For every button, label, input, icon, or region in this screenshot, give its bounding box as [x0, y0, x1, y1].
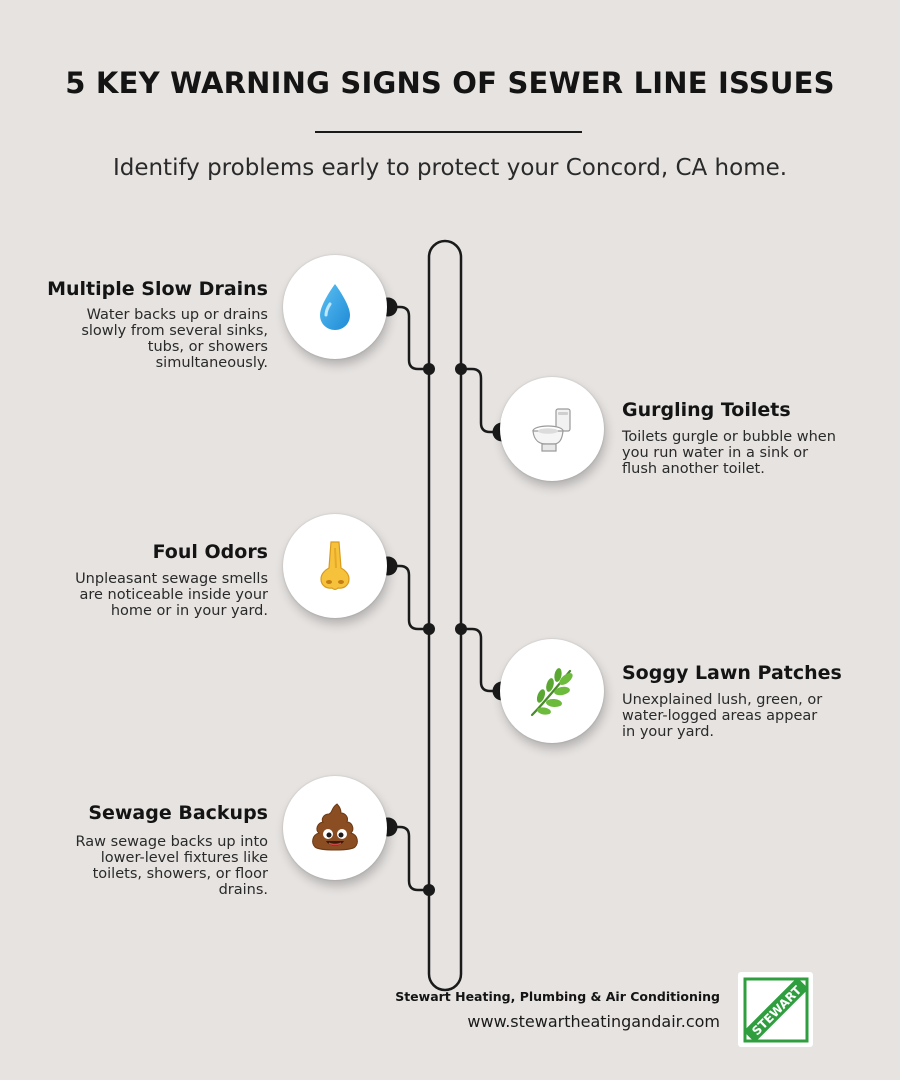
- company-logo: [738, 972, 813, 1047]
- stewart-logo-icon: [742, 976, 810, 1044]
- logo-text: STEWART: [748, 982, 804, 1038]
- page-subtitle: Identify problems early to protect your Concord, CA home.: [112, 155, 788, 181]
- item-description-slow-drains: Water backs up or drains slowly from several sinks, tubs, or showers simultaneously.: [81, 307, 268, 371]
- herb-icon: [524, 663, 580, 719]
- pipe-junction: [455, 363, 467, 375]
- connector-foul-odors: [388, 566, 429, 629]
- connector-gurgling-toilets: [461, 369, 502, 432]
- pipe-junction: [423, 884, 435, 896]
- connector-slow-drains: [388, 307, 429, 369]
- poop-icon: [307, 800, 363, 856]
- item-title-slow-drains: Multiple Slow Drains: [47, 278, 268, 300]
- pipe-junction: [423, 363, 435, 375]
- item-title-gurgling-toilets: Gurgling Toilets: [622, 399, 791, 421]
- title-divider: [315, 131, 582, 133]
- page-title: 5 KEY WARNING SIGNS OF SEWER LINE ISSUES: [65, 66, 835, 100]
- item-title-soggy-lawn: Soggy Lawn Patches: [622, 662, 842, 684]
- item-description-foul-odors: Unpleasant sewage smells are noticeable inside your home or in your yard.: [75, 571, 268, 619]
- connector-sewage-backups: [388, 827, 429, 890]
- pipe-junction: [455, 623, 467, 635]
- footer-company-name: Stewart Heating, Plumbing & Air Conditioning: [395, 989, 720, 1004]
- icon-circle-foul-odors: [283, 514, 387, 618]
- connector-soggy-lawn: [461, 629, 502, 691]
- item-title-foul-odors: Foul Odors: [152, 541, 268, 563]
- pipe-junction: [423, 623, 435, 635]
- item-title-sewage-backups: Sewage Backups: [88, 802, 268, 824]
- main-pipe: [429, 241, 461, 990]
- icon-circle-slow-drains: [283, 255, 387, 359]
- icon-circle-sewage-backups: [283, 776, 387, 880]
- footer-website-link[interactable]: www.stewartheatingandair.com: [467, 1012, 720, 1031]
- water-drop-icon: [307, 279, 363, 335]
- toilet-icon: [524, 401, 580, 457]
- item-description-sewage-backups: Raw sewage backs up into lower-level fixtures like toilets, showers, or floor drains.: [75, 834, 268, 898]
- item-description-gurgling-toilets: Toilets gurgle or bubble when you run water in a sink or flush another toilet.: [622, 429, 836, 477]
- nose-icon: [307, 538, 363, 594]
- item-description-soggy-lawn: Unexplained lush, green, or water-logged areas appear in your yard.: [622, 692, 823, 740]
- icon-circle-gurgling-toilets: [500, 377, 604, 481]
- icon-circle-soggy-lawn: [500, 639, 604, 743]
